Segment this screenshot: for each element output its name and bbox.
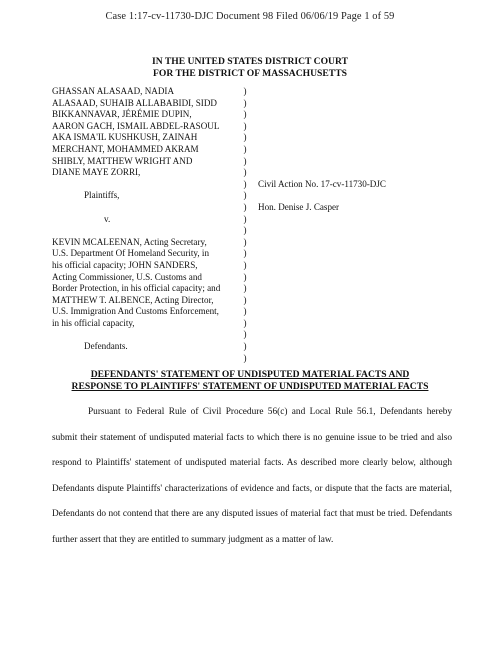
caption-paren: ) [243, 341, 247, 352]
plaintiff-line: SHIBLY, MATTHEW WRIGHT AND [52, 155, 193, 166]
body-paragraph: Pursuant to Federal Rule of Civil Procedure 56(c) and Local Rule 56.1, Defendants hereby submit their statement of undisputed material facts to which there is no genuine issue to be tried and also respond to Plaintiffs' statement of undisputed material facts. As described more clearly below, although Defendants dispute Plaintiffs' characterizations of evidence and facts, or dispute that the facts are material, Defendants do not contend that there are any disputed issues of material fact that must be tried. Defendants further assert that they are entitled to summary judgment as a matter of law. [52, 407, 452, 545]
versus-label: v. [104, 213, 111, 224]
caption-paren: ) [243, 109, 247, 120]
plaintiff-line: DIANE MAYE ZORRI, [52, 167, 141, 178]
caption-paren: ) [243, 259, 247, 270]
caption-paren: ) [243, 294, 247, 305]
caption-paren-column [240, 86, 250, 364]
defendant-line: MATTHEW T. ALBENCE, Acting Director, [52, 294, 214, 305]
caption-parties [52, 86, 242, 353]
caption-paren: ) [243, 225, 247, 236]
caption-paren: ) [243, 317, 247, 328]
defendant-line: Border Protection, in his official capacity; and [52, 283, 221, 294]
defendant-line: his official capacity; JOHN SANDERS, [52, 259, 198, 270]
caption-paren: ) [243, 167, 247, 178]
document-title-line-2: RESPONSE TO PLAINTIFFS' STATEMENT OF UNDISPUTED MATERIAL FACTS [71, 381, 429, 393]
caption-paren: ) [243, 352, 247, 363]
court-title-line-2: FOR THE DISTRICT OF MASSACHUSETTS [153, 68, 347, 79]
caption-paren: ) [243, 248, 247, 259]
caption-paren: ) [243, 143, 247, 154]
plaintiff-line: GHASSAN ALASAAD, NADIA [52, 86, 175, 96]
document-title-line-1: DEFENDANTS' STATEMENT OF UNDISPUTED MATERIAL FACTS AND [90, 369, 410, 380]
caption-case-info [258, 179, 468, 225]
caption-paren: ) [243, 178, 247, 189]
caption-paren: ) [243, 271, 247, 282]
caption-paren: ) [243, 236, 247, 247]
plaintiff-line: BIKKANNAVAR, JÉRÉMIE DUPIN, [52, 109, 192, 120]
plaintiff-line: AKA ISMA'IL KUSHKUSH, ZAINAH [52, 132, 198, 143]
defendant-line: in his official capacity, [52, 317, 135, 328]
defendants-label: Defendants. [84, 341, 128, 352]
defendant-line: U.S. Immigration And Customs Enforcement, [52, 306, 219, 317]
caption-paren: ) [243, 213, 247, 224]
caption-paren: ) [243, 329, 247, 340]
caption-paren: ) [243, 283, 247, 294]
civil-action-number: Civil Action No. 17-cv-11730-DJC [258, 179, 386, 189]
ecf-header-stamp: Case 1:17-cv-11730-DJC Document 98 Filed 06/06/19 Page 1 of 59 [105, 11, 395, 22]
document-title [0, 369, 500, 394]
judge-name: Hon. Denise J. Casper [258, 202, 340, 213]
defendant-line: U.S. Department Of Homeland Security, in [52, 248, 209, 259]
caption-paren: ) [243, 190, 247, 201]
defendant-line: KEVIN MCALEENAN, Acting Secretary, [52, 236, 207, 247]
defendant-line: Acting Commissioner, U.S. Customs and [52, 271, 202, 282]
plaintiff-line: AARON GACH, ISMAIL ABDEL-RASOUL [52, 120, 220, 131]
body-text [52, 400, 452, 554]
caption-paren: ) [243, 155, 247, 166]
caption-paren: ) [243, 306, 247, 317]
caption-paren: ) [243, 120, 247, 131]
caption-paren: ) [243, 201, 247, 212]
caption-paren: ) [243, 97, 247, 108]
caption-paren: ) [243, 132, 247, 143]
plaintiff-line: MERCHANT, MOHAMMED AKRAM [52, 143, 199, 154]
caption-paren: ) [243, 86, 247, 96]
court-title [0, 56, 500, 80]
court-title-line-1: IN THE UNITED STATES DISTRICT COURT [152, 56, 348, 67]
plaintiffs-label: Plaintiffs, [84, 190, 120, 201]
plaintiff-line: ALASAAD, SUHAIB ALLABABIDI, SIDD [52, 97, 217, 108]
